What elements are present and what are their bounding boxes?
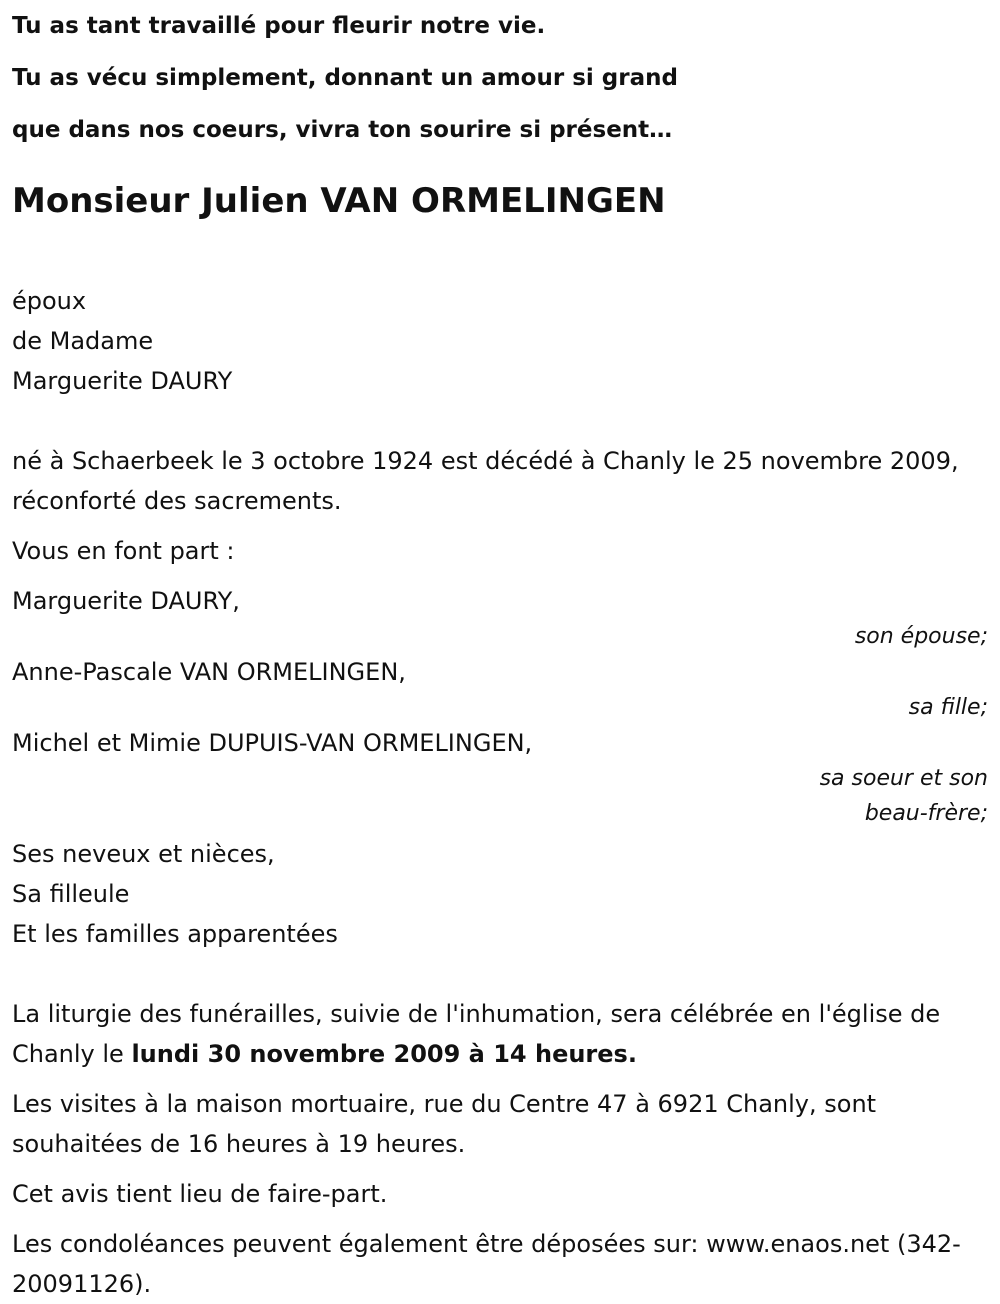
- deceased-name: Monsieur Julien VAN ORMELINGEN: [12, 181, 666, 221]
- poem-line: Tu as tant travaillé pour fleurir notre vie.: [12, 13, 546, 39]
- notice: Cet avis tient lieu de faire-part.: [12, 1180, 388, 1208]
- spouse-line: Marguerite DAURY: [12, 367, 233, 395]
- other-family: Sa filleule: [12, 880, 130, 908]
- funeral-info: [12, 994, 988, 1074]
- poem: [12, 0, 988, 156]
- funeral-text: La liturgie des funérailles, suivie de l'inhumation, sera célébrée en l'église de Chanly le: [12, 1000, 941, 1068]
- other-family: Ses neveux et nièces,: [12, 840, 275, 868]
- condolences: Les condoléances peuvent également être déposées sur: www.enaos.net (342-20091126).: [12, 1230, 961, 1298]
- announce: Vous en font part :: [12, 537, 235, 565]
- spouse-line: époux: [12, 287, 87, 315]
- family-name: Michel et Mimie DUPUIS-VAN ORMELINGEN,: [12, 729, 533, 757]
- family-relation: sa fille;: [908, 695, 988, 720]
- spouse-line: de Madame: [12, 327, 154, 355]
- family-name: Anne-Pascale VAN ORMELINGEN,: [12, 658, 406, 686]
- poem-line: que dans nos coeurs, vivra ton sourire si présent…: [12, 117, 673, 143]
- other-family: Et les familles apparentées: [12, 920, 338, 948]
- visits-info: Les visites à la maison mortuaire, rue du Centre 47 à 6921 Chanly, sont souhaitées de 16 heures à 19 heures.: [12, 1090, 877, 1158]
- birth-death: né à Schaerbeek le 3 octobre 1924 est décédé à Chanly le 25 novembre 2009, réconforté des sacrements.: [12, 447, 959, 515]
- family-relation: beau-frère;: [864, 801, 988, 826]
- poem-line: Tu as vécu simplement, donnant un amour si grand: [12, 65, 678, 91]
- family-relation: son épouse;: [854, 624, 988, 649]
- family-name: Marguerite DAURY,: [12, 587, 240, 615]
- family-relation: sa soeur et son: [819, 766, 988, 791]
- funeral-date: lundi 30 novembre 2009 à 14 heures.: [131, 1040, 637, 1068]
